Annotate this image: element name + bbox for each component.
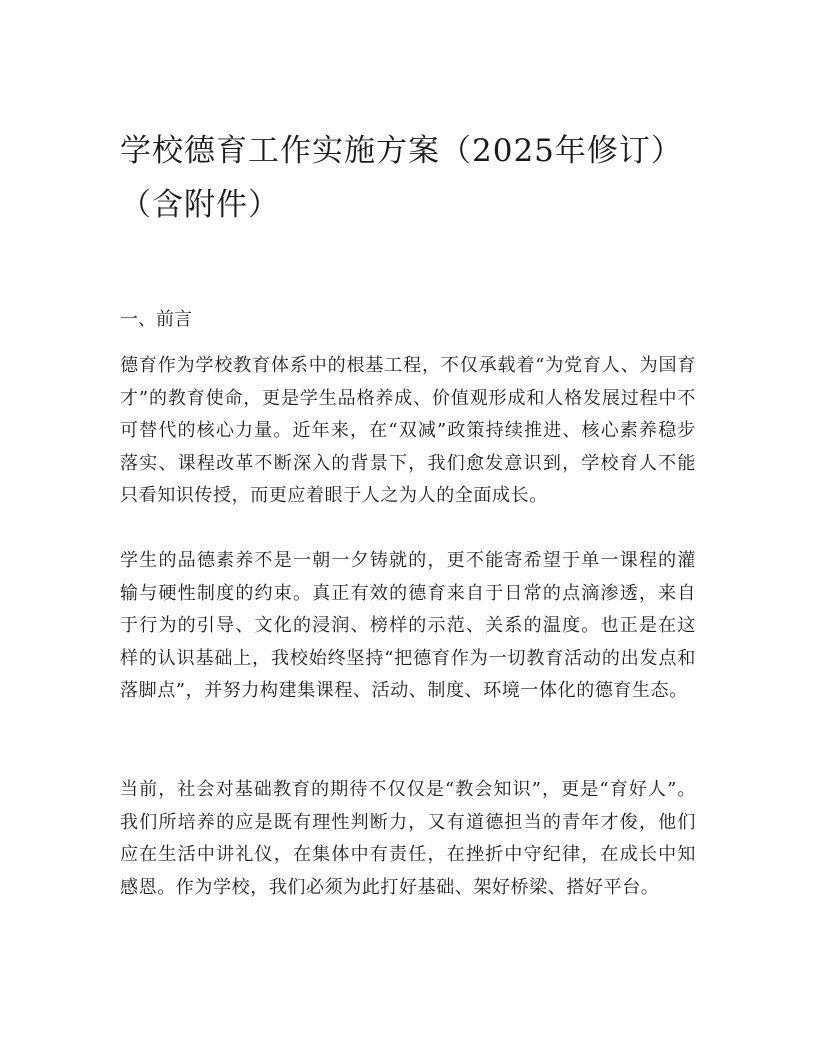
section-heading: 一、前言 xyxy=(120,309,192,330)
body-paragraph: 当前，社会对基础教育的期待不仅仅是“教会知识”，更是“育好人”。我们所培养的应是既有理性判断力，又有道德担当的青年才俊，他们应在生活中讲礼仪，在集体中有责任，在挫折中守纪律，在成长中知感恩。作为学校，我们必须为此打好基础、架好桥梁、搭好平台。 xyxy=(120,779,696,898)
body-paragraph: 德育作为学校教育体系中的根基工程，不仅承载着“为党育人、为国育才”的教育使命，更是学生品格养成、价值观形成和人格发展过程中不可替代的核心力量。近年来，在“双减”政策持续推进、核心素养稳步落实、课程改革不断深入的背景下，我们愈发意识到，学校育人不能只看知识传授，而更应着眼于人之为人的全面成长。 xyxy=(120,355,696,506)
body-paragraph: 学生的品德素养不是一朝一夕铸就的，更不能寄希望于单一课程的灌输与硬性制度的约束。真正有效的德育来自于日常的点滴渗透，来自于行为的引导、文化的浸润、榜样的示范、关系的温度。也正是在这样的认识基础上，我校始终坚持“把德育作为一切教育活动的出发点和落脚点”，并努力构建集课程、活动、制度、环境一体化的德育生态。 xyxy=(120,550,696,701)
document-title: 学校德育工作实施方案（2025年修订）（含附件） xyxy=(120,133,683,223)
